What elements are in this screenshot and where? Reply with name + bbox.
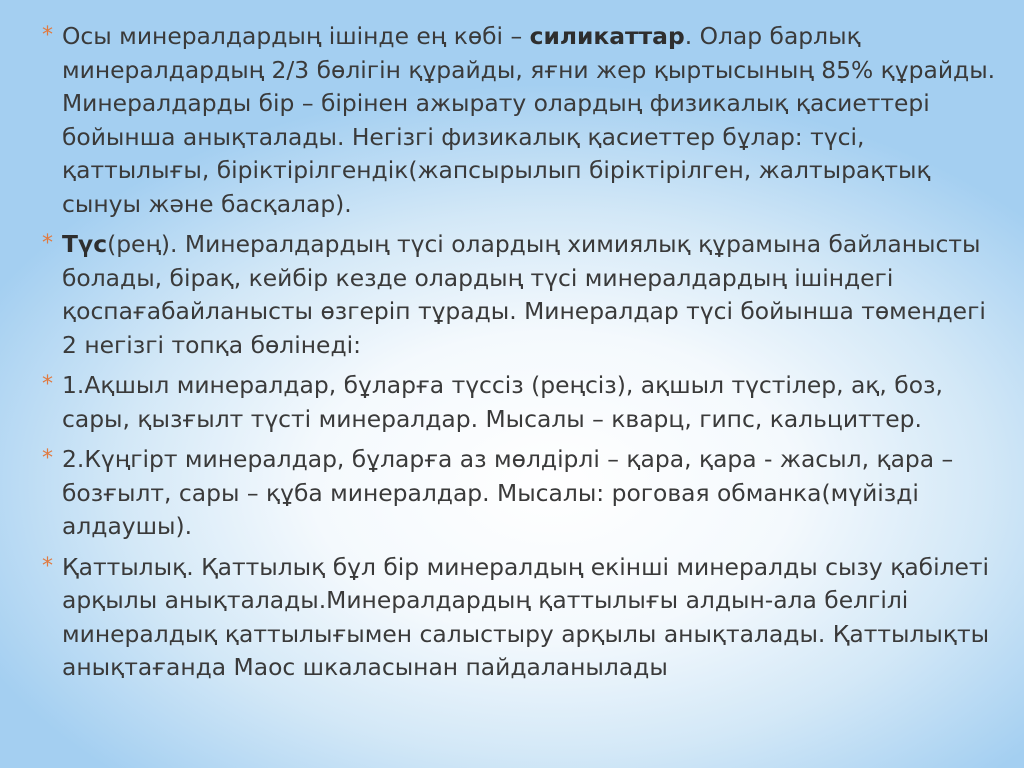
bullet-text: Қаттылық. Қаттылық бұл бір минералдың екінші минералды сызу қабілеті арқылы анықталады.Минералдардың қаттылығы алдын-ала белгілі минералдық қаттылығымен салыстыру арқылы анықталады. Қаттылықты анықтағанда Маос шкаласынан пайдаланылады (62, 552, 990, 681)
bullet-bold-term: силикаттар (529, 22, 685, 50)
bullet-light-minerals (42, 369, 1004, 436)
bullet-text-rest: (рең). Минералдардың түсі олардың химиялық құрамына байланысты болады, бірақ, кейбір кезде олардың түсі минералдардың ішіндегі қоспағабайланысты өзгеріп тұрады. Минералдар түсі бойынша төмендегі 2 негізгі топқа бөлінеді: (62, 230, 986, 359)
bullet-star-icon: * (42, 372, 53, 397)
bullet-text-rest: . Олар барлық минералдардың 2/3 бөлігін құрайды, яғни жер қыртысының 85% құрайды. Минералдарды бір – бірінен ажырату олардың физикалық қасиеттері бойынша анықталады. Негізгі физикалық қасиеттер бұлар: түсі, қаттылығы, біріктірілгендік(жапсырылып біріктірілген, жалтырақтық сынуы және басқалар). (62, 22, 996, 218)
bullet-star-icon: * (42, 553, 53, 579)
bullet-list (42, 20, 1004, 692)
bullet-hardness (42, 551, 1004, 685)
bullet-text: 1.Ақшыл минералдар, бұларға түссіз (реңсіз), ақшыл түстілер, ақ, боз, сары, қызғылт түсті минералдар. Мысалы – кварц, гипс, кальциттер. (62, 371, 943, 433)
bullet-text: Осы минералдардың ішінде ең көбі – (62, 22, 530, 50)
bullet-bold-term: Түс (62, 230, 108, 258)
bullet-silicates (42, 20, 1004, 221)
bullet-star-icon: * (42, 231, 53, 256)
bullet-color (42, 228, 1004, 362)
bullet-dark-minerals (42, 443, 1004, 544)
bullet-star-icon: * (42, 446, 53, 471)
bullet-text: 2.Күңгірт минералдар, бұларға аз мөлдірлі – қара, қара - жасыл, қара – бозғылт, сары – құба минералдар. Мысалы: роговая обманка(мүйізді алдаушы). (62, 445, 954, 540)
bullet-star-icon: * (42, 23, 53, 48)
